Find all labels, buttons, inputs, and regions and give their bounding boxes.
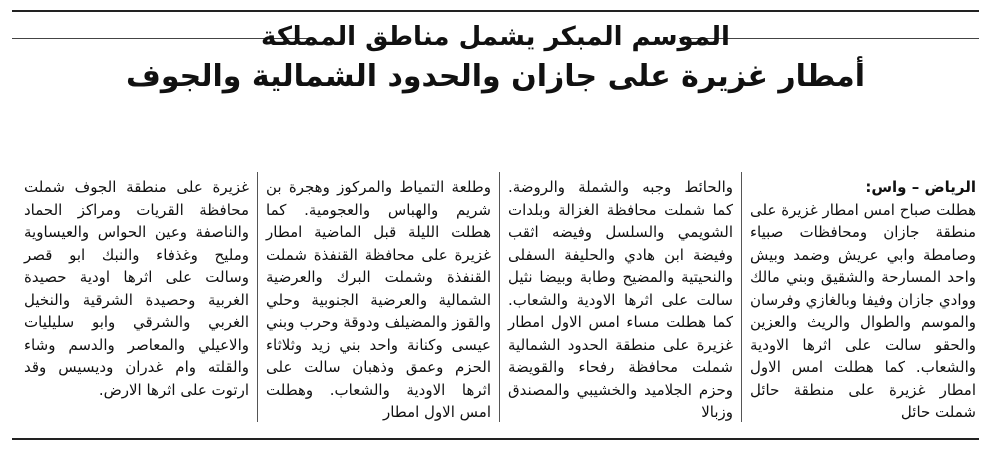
- bottom-rule: [12, 438, 979, 440]
- article-body: [16, 172, 984, 422]
- column-2-text: والحائط وجبه والشملة والروضة. كما شملت محافظة الغزالة وبلدات الشويمي والسلسل وفيضه اثقب وفيضة ابن هادي والحليفة السفلى والنحيتية والمضيح وطابة وبيضا نثيل سالت على اثرها الاودية والشعاب. كما هطلت مساء امس الاول امطار غزيرة على منطقة الحدود الشمالية شملت محافظة رفحاء والقويضة وحزم الجلاميد والخشيبي والمصندق وزبالا: [508, 178, 733, 421]
- column-1: [742, 172, 984, 422]
- column-4-text: غزيرة على منطقة الجوف شملت محافظة القريات ومراكز الحماد والناصفة وعين الحواس والعيساوية ومليح وغذفاء والنبك ابو قصر وسالت على اثرها اودية حصيدة الغربية وحصيدة الشرقية والنخيل الغربي والشرقي وابو سليليات والاعيلي والمعاصر والدسم وشاء والقلته وام غدران وديسيس وقد ارتوت على اثرها الارض.: [24, 178, 249, 399]
- headline: أمطار غزيرة على جازان والحدود الشمالية والجوف: [125, 59, 866, 94]
- column-3: [258, 172, 500, 422]
- top-rule: [12, 10, 979, 12]
- column-2: [500, 172, 742, 422]
- byline: الرياض – واس:: [865, 178, 976, 196]
- column-1-text: هطلت صباح امس امطار غزيرة على منطقة جازان ومحافظات صبياء وصامطة وابي عريش وضمد وبيش واحد المسارحة والشقيق وبني مالك ووادي جازان وفيفا وبالغازي وفرسان والموسم والطوال والريث والعزين والحقو سالت على اثرها الاودية والشعاب. كما هطلت امس الاول امطار غزيرة على منطقة حائل شملت حائل: [750, 200, 976, 421]
- column-4: [16, 172, 258, 422]
- kicker: الموسم المبكر يشمل مناطق المملكة: [261, 22, 730, 52]
- column-3-text: وطلعة التمياط والمركوز وهجرة بن شريم والهباس والعجومية. كما هطلت الليلة قبل الماضية امطار غزيرة على محافظة القنفذة شملت القنفذة وشملت البرك والعرضية الشمالية والعرضية الجنوبية وحلي والقوز والمضيلف ودوقة وحرب وبني عيسى وكنانة واحد بني زيد وثلاثاء الحزم وعمق وذهبان سالت على اثرها الاودية والشعاب. وهطلت امس الاول امطار: [266, 178, 491, 421]
